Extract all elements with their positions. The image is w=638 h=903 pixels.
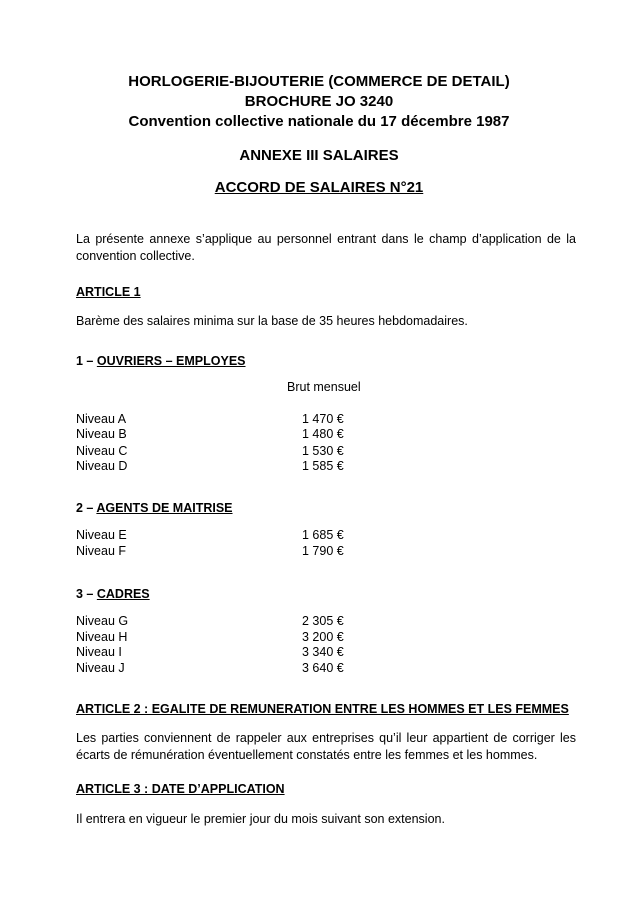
article2-text: Les parties conviennent de rappeler aux entreprises qu’il leur appartient de corriger les écarts de rémunération éventuellement constatés entre les femmes et les hommes. — [76, 731, 576, 762]
level-label: Niveau G — [76, 614, 129, 628]
salary-amount: 1 585 € — [302, 459, 344, 473]
salary-amount: 3 340 € — [302, 645, 344, 659]
level-label: Niveau B — [76, 427, 127, 441]
article1-text: Barème des salaires minima sur la base de 35 heures hebdomadaires. — [76, 314, 468, 328]
section-title: OUVRIERS – EMPLOYES — [96, 354, 246, 368]
annex-title: ANNEXE III SALAIRES — [239, 147, 399, 164]
article1-title: ARTICLE 1 — [76, 285, 141, 299]
article3-title: ARTICLE 3 : DATE D’APPLICATION — [76, 782, 285, 796]
level-label: Niveau C — [76, 444, 128, 458]
salary-amount: 1 480 € — [302, 427, 344, 441]
intro-paragraph: La présente annexe s’applique au personnel entrant dans le champ d’application de la convention collective. — [76, 232, 576, 263]
header-title: HORLOGERIE-BIJOUTERIE (COMMERCE DE DETAIL) — [128, 73, 510, 90]
level-label: Niveau F — [76, 544, 127, 558]
header-convention: Convention collective nationale du 17 décembre 1987 — [128, 113, 510, 130]
salary-amount: 1 790 € — [302, 544, 344, 558]
section-heading — [76, 587, 150, 601]
article2-title: ARTICLE 2 : EGALITE DE REMUNERATION ENTRE LES HOMMES ET LES FEMMES — [76, 702, 569, 716]
section-heading — [76, 501, 233, 515]
section-title: AGENTS DE MAITRISE — [96, 501, 233, 515]
salary-amount: 1 470 € — [302, 412, 344, 426]
header-brochure: BROCHURE JO 3240 — [244, 93, 394, 110]
section-heading — [76, 354, 246, 368]
salary-amount: 3 200 € — [302, 630, 344, 644]
level-label: Niveau A — [76, 412, 127, 426]
level-label: Niveau D — [76, 459, 128, 473]
level-label: Niveau I — [76, 645, 122, 659]
salary-amount: 1 530 € — [302, 444, 344, 458]
salary-amount: 3 640 € — [302, 661, 344, 675]
level-label: Niveau H — [76, 630, 128, 644]
section-title: CADRES — [96, 587, 150, 601]
section-number: 1 – — [76, 354, 97, 368]
salary-amount: 1 685 € — [302, 528, 344, 542]
accord-title: ACCORD DE SALAIRES N°21 — [214, 179, 424, 196]
section-number: 2 – — [76, 501, 97, 515]
section-number: 3 – — [76, 587, 97, 601]
salary-amount: 2 305 € — [302, 614, 344, 628]
article3-text: Il entrera en vigueur le premier jour du mois suivant son extension. — [76, 812, 445, 826]
level-label: Niveau J — [76, 661, 125, 675]
column-header: Brut mensuel — [287, 380, 361, 394]
level-label: Niveau E — [76, 528, 127, 542]
